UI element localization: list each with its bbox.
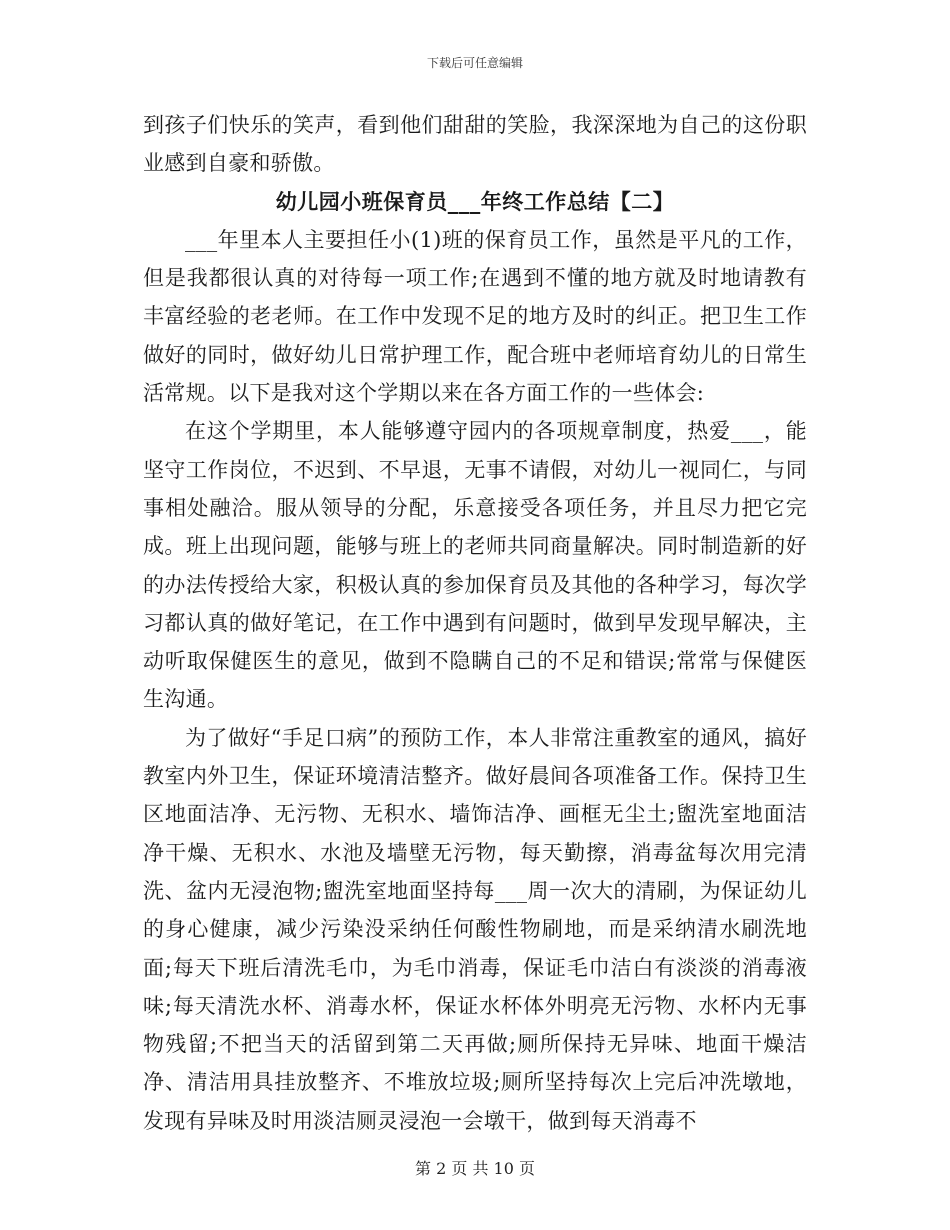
document-body bbox=[143, 106, 807, 1140]
paragraph-continued: 到孩子们快乐的笑声，看到他们甜甜的笑脸，我深深地为自己的这份职业感到自豪和骄傲。 bbox=[143, 113, 807, 176]
section-title: 幼儿园小班保育员___年终工作总结【二】 bbox=[275, 188, 675, 214]
paragraph-intro: ___年里本人主要担任小(1)班的保育员工作，虽然是平凡的工作，但是我都很认真的对待每一项工作;在遇到不懂的地方就及时地请教有丰富经验的老老师。在工作中发现不足的地方及时的纠正。把卫生工作做好的同时，做好幼儿日常护理工作，配合班中老师培育幼儿的日常生活常规。以下是我对这个学期以来在各方面工作的一些体会: bbox=[143, 227, 807, 406]
page-header-note: 下载后可任意编辑 bbox=[426, 56, 523, 70]
paragraph-hygiene: 为了做好“手足口病”的预防工作，本人非常注重教室的通风，搞好教室内外卫生，保证环境清洁整齐。做好晨间各项准备工作。保持卫生区地面洁净、无污物、无积水、墙饰洁净、画框无尘土;盥洗室地面洁净干燥、无积水、水池及墙壁无污物，每天勤擦，消毒盆每次用完清洗、盆内无浸泡物;盥洗室地面坚持每___周一次大的清刷，为保证幼儿的身心健康，减少污染没采纳任何酸性物刷地，而是采纳清水刷洗地面;每天下班后清洗毛巾，为毛巾消毒，保证毛巾洁白有淡淡的消毒液味;每天清洗水杯、消毒水杯，保证水杯体外明亮无污物、水杯内无事物残留;不把当天的活留到第二天再做;厕所保持无异味、地面干燥洁净、清洁用具挂放整齐、不堆放垃圾;厕所坚持每次上完后冲洗墩地，发现有异味及时用淡洁厕灵浸泡一会墩干，做到每天消毒不 bbox=[143, 725, 807, 1133]
paragraph-discipline: 在这个学期里，本人能够遵守园内的各项规章制度，热爱___，能坚守工作岗位，不迟到、不早退，无事不请假，对幼儿一视同仁，与同事相处融洽。服从领导的分配，乐意接受各项任务，并且尽力把它完成。班上出现问题，能够与班上的老师共同商量解决。同时制造新的好的办法传授给大家，积极认真的参加保育员及其他的各种学习，每次学习都认真的做好笔记，在工作中遇到有问题时，做到早发现早解决，主动听取保健医生的意见，做到不隐瞒自己的不足和错误;常常与保健医生沟通。 bbox=[143, 419, 807, 712]
page-number: 第 2 页 共 10 页 bbox=[415, 1159, 535, 1178]
